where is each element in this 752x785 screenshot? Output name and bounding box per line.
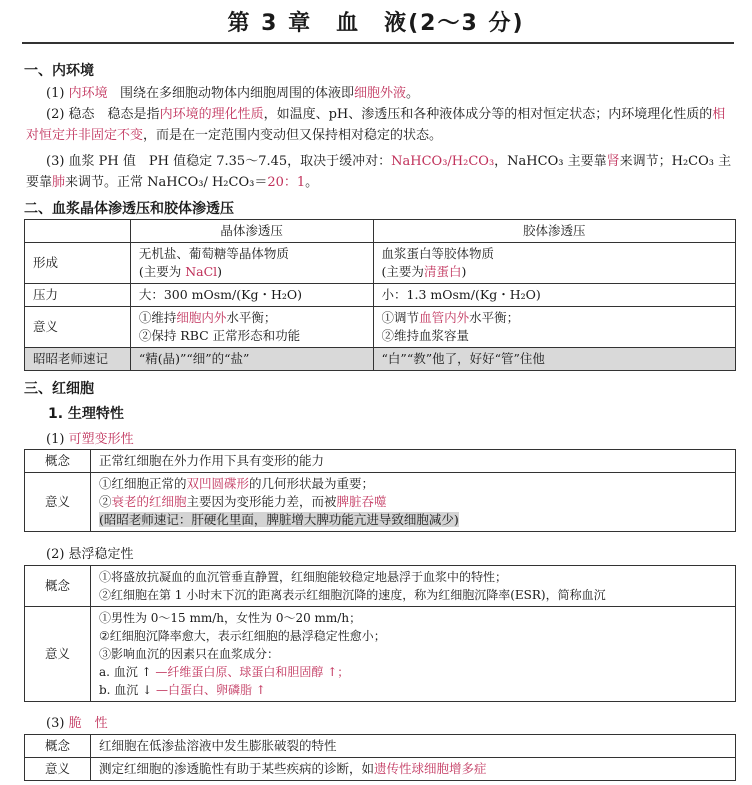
chapter-title: 第 3 章 血 液(2～3 分) <box>227 11 525 36</box>
row-label: 压力 <box>25 284 131 307</box>
table-cell: 大：300 mOsm/(Kg・H₂O) <box>130 284 373 307</box>
table-cell: ①红细胞正常的双凹圆碟形的几何形状最为重要； ②衰老的红细胞主要因为变形能力差，而被脾脏吞噬 (昭昭老师速记：肝硬化里面，脾脏增大脾功能亢进导致细胞减少) <box>90 473 735 532</box>
table-cell: ①将盛放抗凝血的血沉管垂直静置，红细胞能较稳定地悬浮于血浆中的特性； ②红细胞在第 1 小时末下沉的距离表示红细胞沉降的速度，称为红细胞沉降率(ESR)，简称血沉 <box>90 566 735 607</box>
suspension-table <box>24 565 736 702</box>
title-rule <box>22 42 734 44</box>
section-1-heading: 一、内环境 <box>24 63 94 79</box>
table-cell: 正常红细胞在外力作用下具有变形的能力 <box>90 450 735 473</box>
table-cell: 无机盐、葡萄糖等晶体物质 (主要为 NaCl) <box>130 243 373 284</box>
row-label: 概念 <box>25 566 91 607</box>
fragility-table <box>24 734 736 781</box>
row-label: 意义 <box>25 758 91 781</box>
table-cell: 红细胞在低渗盐溶液中发生膨胀破裂的特性 <box>90 735 735 758</box>
table-cell: 血浆蛋白等胶体物质 (主要为清蛋白) <box>373 243 735 284</box>
col-header-colloid: 胶体渗透压 <box>373 220 735 243</box>
table-cell: 小：1.3 mOsm/(Kg・H₂O) <box>373 284 735 307</box>
item-fragility: (3) 脆 性 <box>46 716 108 731</box>
term-internal-environment: 内环境 <box>68 86 108 101</box>
table-cell: “白”“教”他了，好好“管”住他 <box>373 348 735 371</box>
item-3: (3) 血浆 PH 值 PH 值稳定 7.35～7.45，取决于缓冲对：NaHCO₃/H₂CO₃，NaHCO₃ 主要靠肾来调节；H₂CO₃ 主要靠肺来调节。正常 NaHCO₃/ H₂CO₃＝20：1。 <box>26 154 732 190</box>
table-cell: “精(晶)”“细”的“盐” <box>130 348 373 371</box>
section-3-heading: 三、红细胞 <box>24 381 94 397</box>
row-label: 形成 <box>25 243 131 284</box>
memory-tip: (昭昭老师速记：肝硬化里面，脾脏增大脾功能亢进导致细胞减少) <box>98 512 459 527</box>
item-suspension-stability: (2) 悬浮稳定性 <box>46 547 134 562</box>
row-label: 概念 <box>25 735 91 758</box>
section-2-heading: 二、血浆晶体渗透压和胶体渗透压 <box>24 201 234 217</box>
osmotic-pressure-table <box>24 219 736 371</box>
subsection-physiology: 1. 生理特性 <box>48 406 124 422</box>
row-label: 概念 <box>25 450 91 473</box>
item-1: (1) 内环境 围绕在多细胞动物体内细胞周围的体液即细胞外液。 <box>46 86 420 101</box>
row-label: 意义 <box>25 607 91 702</box>
col-header-crystal: 晶体渗透压 <box>130 220 373 243</box>
table-cell: 测定红细胞的渗透脆性有助于某些疾病的诊断，如遗传性球细胞增多症 <box>90 758 735 781</box>
item-deformability: (1) 可塑变形性 <box>46 432 134 447</box>
table-cell: ①调节血管内外水平衡； ②维持血浆容量 <box>373 307 735 348</box>
row-label: 意义 <box>25 473 91 532</box>
row-label: 昭昭老师速记 <box>25 348 131 371</box>
item-2: (2) 稳态 稳态是指内环境的理化性质，如温度、pH、渗透压和各种液体成分等的相对恒定状态；内环境理化性质的相对恒定并非固定不变，而是在一定范围内变动但又保持相对稳定的状态。 <box>26 107 726 143</box>
table-cell: ①维持细胞内外水平衡； ②保持 RBC 正常形态和功能 <box>130 307 373 348</box>
table-cell: ①男性为 0～15 mm/h，女性为 0～20 mm/h； ②红细胞沉降率愈大，表示红细胞的悬浮稳定性愈小； ③影响血沉的因素只在血浆成分： a. 血沉 ↑ —纤维蛋白原、球蛋白和胆固醇 ↑； b. 血沉 ↓ —白蛋白、卵磷脂 ↑ <box>90 607 735 702</box>
row-label: 意义 <box>25 307 131 348</box>
deformability-table <box>24 449 736 532</box>
